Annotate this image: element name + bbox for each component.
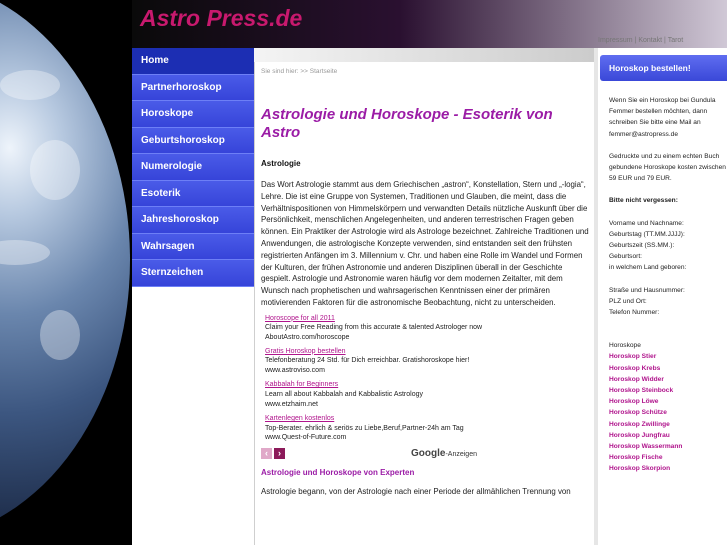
nav-item-horoskope[interactable]: Horoskope bbox=[132, 101, 254, 128]
ad-url[interactable]: www.etzhaim.net bbox=[265, 400, 318, 408]
link-horoskop-skorpion[interactable]: Horoskop Skorpion bbox=[609, 465, 671, 473]
ad-text: Telefonberatung 24 Std. für Dich erreichbar. Gratishoroskope hier! bbox=[265, 357, 470, 365]
google-ads-label[interactable] bbox=[411, 448, 477, 459]
section-heading: Astrologie und Horoskope von Experten bbox=[261, 467, 415, 477]
ad-item bbox=[265, 380, 491, 409]
nav-item-geburtshoroskop[interactable]: Geburtshoroskop bbox=[132, 128, 254, 155]
link-horoskop-stier[interactable]: Horoskop Stier bbox=[609, 353, 657, 361]
sidebar-fields bbox=[609, 285, 727, 319]
ad-title-link[interactable]: Kabbalah for Beginners bbox=[265, 381, 339, 389]
content-top-strip bbox=[254, 48, 594, 62]
ad-controls bbox=[261, 448, 491, 460]
ad-text: Claim your Free Reading from this accurate & talented Astrologer now bbox=[265, 324, 483, 332]
ad-text: Learn all about Kabbalah and Kabbalistic Astrology bbox=[265, 390, 423, 398]
section-heading: Astrologie bbox=[261, 159, 301, 168]
ad-block bbox=[261, 314, 491, 460]
main-content bbox=[261, 68, 589, 496]
horoscope-list-title: Horoskope bbox=[609, 342, 641, 350]
divider bbox=[254, 48, 255, 545]
link-horoskop-loewe[interactable]: Horoskop Löwe bbox=[609, 398, 659, 406]
ad-item bbox=[265, 314, 491, 343]
sidebar-body bbox=[598, 95, 727, 475]
earth-globe bbox=[0, 0, 130, 540]
sidebar bbox=[598, 55, 727, 475]
ad-url[interactable]: www.Quest-of-Future.com bbox=[265, 434, 347, 442]
ad-text: Top-Berater. ehrlich & seriös zu Liebe,Beruf,Partner-24h am Tag bbox=[265, 424, 464, 432]
ad-url[interactable]: www.astroviso.com bbox=[265, 366, 325, 374]
ad-title-link[interactable]: Horoscope for all 2011 bbox=[265, 314, 335, 322]
article-paragraph: Das Wort Astrologie stammt aus dem Griechischen „astron“, Konstellation, Stern und „-logia“, Lehre. Die ist eine Gruppe von Systemen, Traditionen und Glauben, die meint, dass die Verhältnispositionen von Himmelskörpern und verwandten Details nützliche Auskunft über die Persönlichkeit, menschlichen Angelegenheiten, und anderen terrestrischen Fragen geben können. Ein Praktiker der Astrologie wird als Astrologe bezeichnet. Zahlreiche Traditionen und Anwendungen, die astrologische Konzepte verwenden, sind entstanden seit den frühsten registrierten Anfängen im 3. Millennium v. Chr. und haben eine Rolle im Wandel und Formen der Kulturen, der frühen Astronomie und anderen Disziplinen überall in der Geschichte gespielt. Astrologie und Astronomie waren häufig vor dem modernen Zeitalter, mit dem Wunsch nach prophetischen und wahrsagerischen Kenntnissen einer der primären motivierenden Faktoren für die astronomische Beobachtung, nicht zu unterscheiden. bbox=[261, 180, 589, 307]
field-label: PLZ und Ort: bbox=[609, 297, 647, 305]
nav-item-home[interactable]: Home bbox=[132, 48, 254, 75]
link-horoskop-krebs[interactable]: Horoskop Krebs bbox=[609, 364, 661, 372]
article-paragraph: Astrologie begann, von der Astrologie nach einer Periode der allmählichen Trennung von bbox=[261, 486, 571, 496]
google-brand: Google bbox=[411, 447, 446, 459]
link-horoskop-schuetze[interactable]: Horoskop Schütze bbox=[609, 409, 667, 417]
field-label: Straße und Hausnummer: bbox=[609, 286, 685, 294]
ad-title-link[interactable]: Kartenlegen kostenlos bbox=[265, 415, 335, 423]
ad-title-link[interactable]: Gratis Horoskop bestellen bbox=[265, 347, 346, 355]
sidebar-title: Horoskop bestellen! bbox=[600, 55, 727, 81]
link-horoskop-zwillinge[interactable]: Horoskop Zwillinge bbox=[609, 420, 670, 428]
breadcrumb: Sie sind hier: >> Startseite bbox=[261, 68, 338, 75]
link-horoskop-fische[interactable]: Horoskop Fische bbox=[609, 454, 663, 462]
ad-url[interactable]: AboutAstro.com/horoscope bbox=[265, 333, 350, 341]
link-kontakt[interactable]: Kontakt bbox=[638, 37, 663, 44]
page-title: Astrologie und Horoskope - Esoterik von Astro bbox=[261, 106, 553, 141]
sidebar-fields bbox=[609, 218, 727, 274]
previous-arrow-icon[interactable]: ‹ bbox=[261, 448, 272, 459]
nav-item-sternzeichen[interactable]: Sternzeichen bbox=[132, 260, 254, 287]
link-impressum[interactable]: Impressum bbox=[598, 37, 633, 44]
earth-banner-image bbox=[0, 0, 132, 545]
site-logo[interactable]: Astro Press.de bbox=[140, 5, 303, 31]
sidebar-offer: Gedruckte und zu einem echten Buch gebundene Horoskope kosten zwischen 59 EUR und 79 EUR. bbox=[609, 152, 726, 183]
link-horoskop-wassermann[interactable]: Horoskop Wassermann bbox=[609, 443, 683, 451]
nav-item-numerologie[interactable]: Numerologie bbox=[132, 154, 254, 181]
nav-item-esoterik[interactable]: Esoterik bbox=[132, 181, 254, 208]
field-label: Geburtszeit (SS.MM.): bbox=[609, 242, 675, 250]
sidebar-note: Bitte nicht vergessen: bbox=[609, 197, 678, 205]
link-horoskop-steinbock[interactable]: Horoskop Steinbock bbox=[609, 387, 674, 395]
ad-item bbox=[265, 414, 491, 443]
nav-spacer bbox=[132, 288, 254, 545]
ad-item bbox=[265, 347, 491, 376]
link-horoskop-widder[interactable]: Horoskop Widder bbox=[609, 375, 664, 383]
nav-item-jahreshoroskop[interactable]: Jahreshoroskop bbox=[132, 207, 254, 234]
ads-label-text: -Anzeigen bbox=[445, 450, 477, 458]
field-label: Geburtsort: bbox=[609, 253, 642, 261]
link-tarot[interactable]: Tarot bbox=[667, 37, 684, 44]
nav-item-partnerhoroskop[interactable]: Partnerhoroskop bbox=[132, 75, 254, 102]
field-label: Telefon Nummer: bbox=[609, 309, 660, 317]
field-label: in welchem Land geboren: bbox=[609, 264, 687, 272]
field-label: Geburtstag (TT.MM.JJJJ): bbox=[609, 230, 685, 238]
top-links: Impressum | Kontakt | Tarot bbox=[598, 37, 684, 44]
nav-item-wahrsagen[interactable]: Wahrsagen bbox=[132, 234, 254, 261]
field-label: Vorname und Nachname: bbox=[609, 219, 684, 227]
link-horoskop-jungfrau[interactable]: Horoskop Jungfrau bbox=[609, 431, 670, 439]
sidebar-intro: Wenn Sie ein Horoskop bei Gundula Femmer bestellen möchten, dann schreiben Sie bitte eine Mail an femmer@astropress.de bbox=[609, 97, 716, 138]
next-arrow-icon[interactable]: › bbox=[274, 448, 285, 459]
main-navigation bbox=[132, 48, 254, 287]
